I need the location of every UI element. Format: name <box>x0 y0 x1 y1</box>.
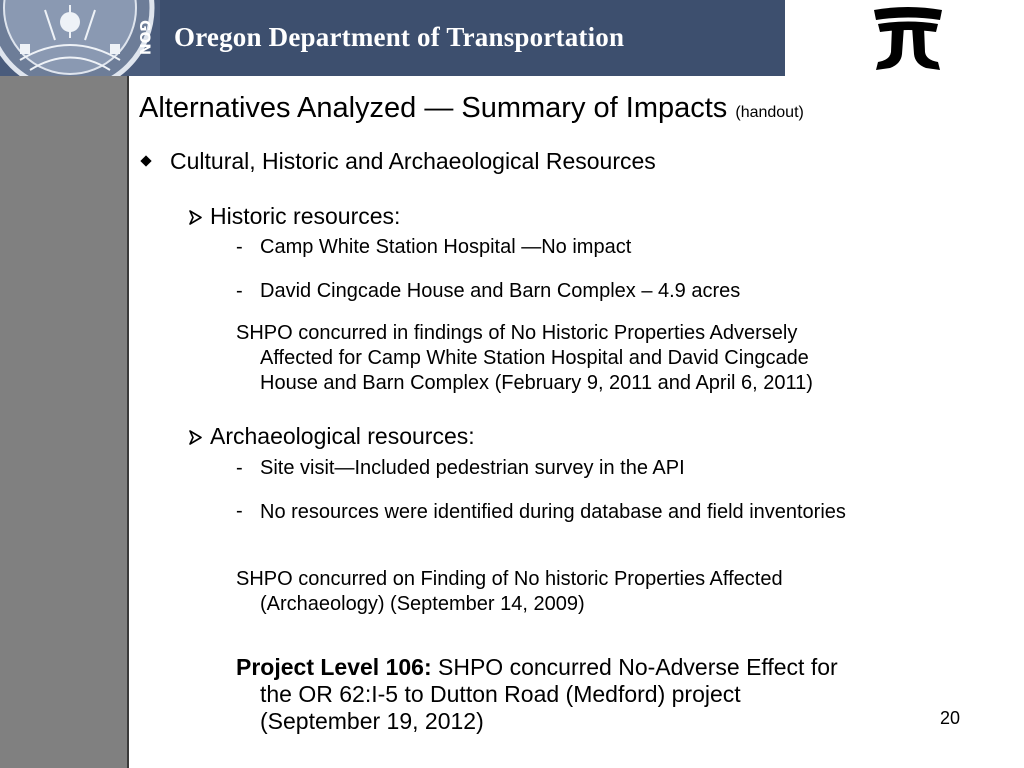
oregon-state-seal-icon <box>0 0 160 76</box>
historic-heading <box>188 203 400 230</box>
historic-shpo-note <box>236 321 996 396</box>
archaeological-heading-text: Archaeological resources: <box>210 423 475 449</box>
dash-bullet: - <box>236 280 243 302</box>
arrow-bullet-icon <box>188 203 210 230</box>
note-line: (Archaeology) (September 14, 2009) <box>260 593 585 615</box>
list-item <box>236 236 631 259</box>
list-item <box>236 280 740 303</box>
title-note: (handout) <box>735 104 804 121</box>
list-item-text: David Cingcade House and Barn Complex – 4.9 acres <box>260 280 741 302</box>
historic-heading-text: Historic resources: <box>210 203 401 229</box>
diamond-bullet-icon <box>140 155 151 166</box>
slide-title <box>139 92 804 125</box>
list-item-text: No resources were identified during database and field inventories <box>260 501 846 523</box>
main-bullet <box>140 148 656 175</box>
list-item <box>236 500 910 524</box>
project-level-label: Project Level 106: <box>236 654 432 680</box>
note-line: SHPO concurred on Finding of No historic Properties Affected <box>236 568 783 590</box>
note-line: House and Barn Complex (February 9, 2011 and April 6, 2011) <box>260 372 813 394</box>
agency-name: Oregon Department of Transportation <box>174 22 625 52</box>
dash-bullet: - <box>236 457 243 479</box>
odot-logo-icon <box>868 4 948 72</box>
header-banner <box>0 0 785 76</box>
archaeological-shpo-note <box>236 567 996 617</box>
main-bullet-text: Cultural, Historic and Archaeological Resources <box>170 148 656 174</box>
project-level-line: (September 19, 2012) <box>260 708 484 734</box>
note-line: Affected for Camp White Station Hospital and David Cingcade <box>260 347 809 369</box>
project-level-text: SHPO concurred No-Adverse Effect for <box>431 654 838 680</box>
note-line: SHPO concurred in findings of No Historic Properties Adversely <box>236 322 798 344</box>
project-level-note <box>236 654 996 735</box>
slide-title-text: Alternatives Analyzed — Summary of Impacts <box>139 92 728 124</box>
list-item <box>236 457 685 480</box>
project-level-line: the OR 62:I-5 to Dutton Road (Medford) project <box>260 681 741 707</box>
archaeological-heading <box>188 423 475 450</box>
project-level-line <box>236 654 996 681</box>
dash-bullet: - <box>236 236 243 258</box>
list-item-text: Camp White Station Hospital —No impact <box>260 236 632 258</box>
svg-text:GON: GON <box>136 20 152 56</box>
page-number: 20 <box>940 708 961 728</box>
list-item-text: Site visit—Included pedestrian survey in the API <box>260 457 685 479</box>
dash-bullet: - <box>236 500 243 522</box>
left-sidebar-panel <box>0 76 129 768</box>
arrow-bullet-icon <box>188 423 210 450</box>
